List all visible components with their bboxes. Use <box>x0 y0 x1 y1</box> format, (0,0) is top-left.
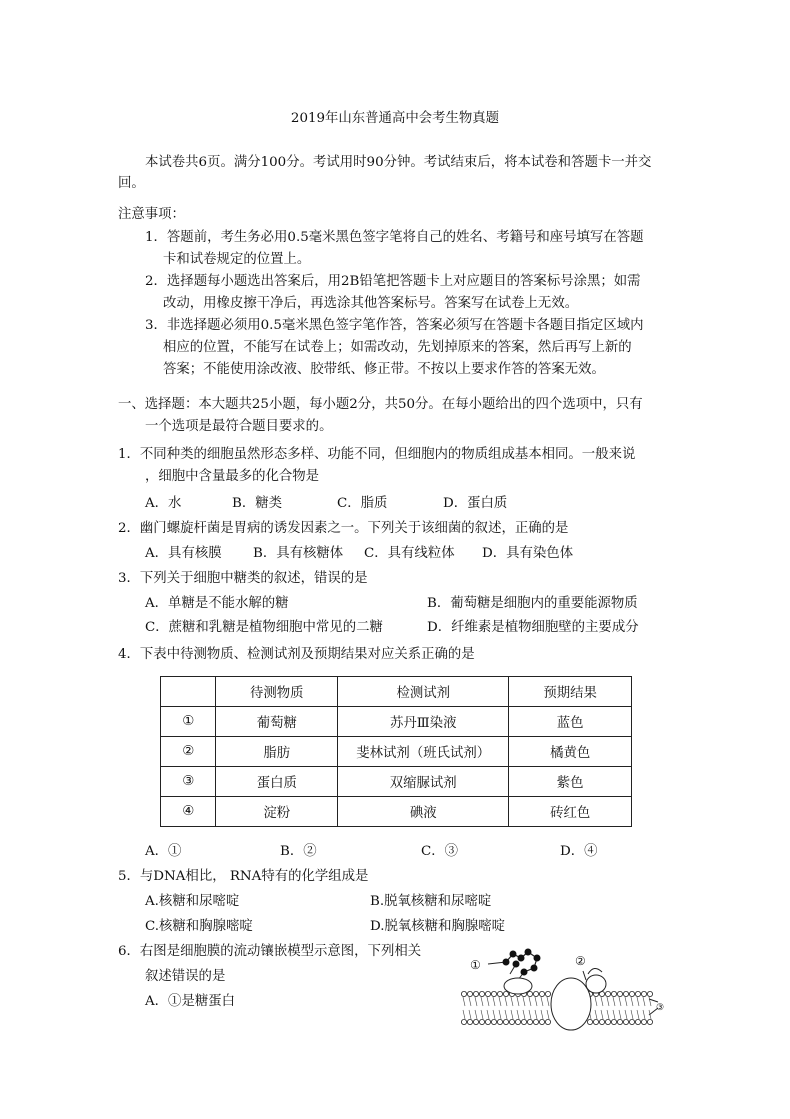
sugar-bead <box>518 955 525 962</box>
table-cell: 碘液 <box>338 797 509 827</box>
phospholipid-head <box>641 991 646 996</box>
phospholipid-tail <box>529 1010 531 1019</box>
phospholipid-tail <box>499 997 501 1006</box>
section-heading: 一、选择题：本大题共25小题，每小题2分，共50分。在每小题给出的四个选项中，只有 <box>118 397 643 412</box>
phospholipid-tail <box>541 1010 543 1019</box>
table-cell: 脂肪 <box>216 737 338 767</box>
phospholipid-head <box>545 991 550 996</box>
q5-option-d: D.脱氧核糖和胸腺嘧啶 <box>370 919 506 934</box>
phospholipid-head <box>527 991 532 996</box>
phospholipid-head <box>479 991 484 996</box>
q3-option-b: B．葡萄糖是细胞内的重要能源物质 <box>427 596 638 611</box>
phospholipid-tail <box>631 1010 633 1019</box>
phospholipid-head <box>539 1019 544 1024</box>
notice-line: 3．非选择题必须用0.5毫米黑色签字笔作答，答案必须写在答题卡各题目指定区域内 <box>145 318 644 333</box>
phospholipid-head <box>533 1019 538 1024</box>
phospholipid-tail <box>505 997 507 1006</box>
phospholipid-tail <box>619 997 621 1006</box>
phospholipid-head <box>635 991 640 996</box>
phospholipid-tail <box>529 997 531 1006</box>
cell-membrane-figure <box>458 944 670 1060</box>
phospholipid-tail <box>547 1010 549 1019</box>
phospholipid-tail <box>523 997 525 1006</box>
notice-line: 答案；不能使用涂改液、胶带纸、修正带。不按以上要求作答的答案无效。 <box>163 362 605 377</box>
phospholipid-tail <box>535 1010 537 1019</box>
table-cell: 紫色 <box>509 767 632 797</box>
phospholipid-head <box>623 991 628 996</box>
phospholipid-tail <box>595 997 597 1006</box>
q6-stem-cont: 叙述错误的是 <box>145 969 226 984</box>
notice-heading: 注意事项： <box>118 207 185 222</box>
sugar-bead <box>525 949 532 956</box>
phospholipid-head <box>641 1019 646 1024</box>
table-header-row <box>161 677 632 707</box>
phospholipid-tail <box>511 997 513 1006</box>
phospholipid-tail <box>493 1010 495 1019</box>
phospholipid-tail <box>487 1010 489 1019</box>
phospholipid-tail <box>643 1010 645 1019</box>
phospholipid-head <box>473 991 478 996</box>
peripheral-protein <box>586 975 606 993</box>
phospholipid-head <box>497 991 502 996</box>
phospholipid-head <box>611 991 616 996</box>
q6-stem: 6．右图是细胞膜的流动镶嵌模型示意图，下列相关 <box>118 944 422 959</box>
page-title: 2019年山东普通高中会考生物真题 <box>290 111 500 126</box>
q1-option-d: D．蛋白质 <box>443 496 508 511</box>
phospholipid-tail <box>517 1010 519 1019</box>
phospholipid-tail <box>637 1010 639 1019</box>
sugar-bead <box>531 965 538 972</box>
table-cell: ② <box>161 737 216 767</box>
phospholipid-tail <box>613 997 615 1006</box>
figure-label-1: ① <box>470 958 481 972</box>
q4-option-d: D．④ <box>560 844 598 859</box>
table-row <box>161 767 632 797</box>
phospholipid-tail <box>463 997 465 1006</box>
phospholipid-tail <box>649 997 651 1006</box>
q4-stem: 4．下表中待测物质、检测试剂及预期结果对应关系正确的是 <box>118 647 475 662</box>
phospholipid-tail <box>487 997 489 1006</box>
q1-option-c: C．脂质 <box>337 496 388 511</box>
intro-line-1: 本试卷共6页。满分100分。考试用时90分钟。考试结束后，将本试卷和答题卡一并交 <box>145 155 652 170</box>
table-cell: 蛋白质 <box>216 767 338 797</box>
phospholipid-tail <box>535 997 537 1006</box>
q1-stem-cont: ，细胞中含量最多的化合物是 <box>145 469 320 484</box>
phospholipid-head <box>473 1019 478 1024</box>
phospholipid-head <box>629 991 634 996</box>
phospholipid-head <box>539 991 544 996</box>
phospholipid-head <box>527 1019 532 1024</box>
table-cell: 斐林试剂（班氏试剂） <box>338 737 509 767</box>
intro-line-2: 回。 <box>118 176 145 191</box>
phospholipid-tail <box>643 997 645 1006</box>
phospholipid-head <box>611 1019 616 1024</box>
glycoprotein <box>504 978 532 994</box>
phospholipid-tail <box>469 997 471 1006</box>
phospholipid-head <box>467 1019 472 1024</box>
phospholipid-tail <box>517 997 519 1006</box>
q1-stem: 1．不同种类的细胞虽然形态多样、功能不同，但细胞内的物质组成基本相同。一般来说 <box>118 447 636 462</box>
sugar-bead <box>513 961 520 968</box>
table-header-cell: 待测物质 <box>216 677 338 707</box>
table-header-cell <box>161 677 216 707</box>
q6-option-a: A．①是糖蛋白 <box>145 994 236 1009</box>
q4-option-b: B．② <box>280 844 317 859</box>
phospholipid-head <box>497 1019 502 1024</box>
phospholipid-head <box>461 991 466 996</box>
phospholipid-tail <box>511 1010 513 1019</box>
phospholipid-head <box>599 1019 604 1024</box>
sugar-bead <box>521 969 528 976</box>
sugar-bead <box>503 959 510 966</box>
phospholipid-head <box>647 1019 652 1024</box>
phospholipid-head <box>503 991 508 996</box>
phospholipid-head <box>605 991 610 996</box>
phospholipid-head <box>503 1019 508 1024</box>
phospholipid-tail <box>619 1010 621 1019</box>
phospholipid-tail <box>625 997 627 1006</box>
phospholipid-tail <box>463 1010 465 1019</box>
transmembrane-protein <box>551 978 591 1030</box>
phospholipid-head <box>587 1019 592 1024</box>
table-cell: 双缩脲试剂 <box>338 767 509 797</box>
notice-line: 1．答题前，考生务必用0.5毫米黑色签字笔将自己的姓名、考籍号和座号填写在答题 <box>145 230 644 245</box>
phospholipid-head <box>533 991 538 996</box>
phospholipid-tail <box>505 1010 507 1019</box>
phospholipid-head <box>521 1019 526 1024</box>
phospholipid-head <box>605 1019 610 1024</box>
phospholipid-head <box>593 1019 598 1024</box>
q4-table <box>160 676 632 827</box>
table-row <box>161 707 632 737</box>
table-cell: 砖红色 <box>509 797 632 827</box>
phospholipid-head <box>467 991 472 996</box>
label-line-2 <box>583 971 586 980</box>
phospholipid-head <box>629 1019 634 1024</box>
q4-option-a: A．① <box>145 844 182 859</box>
phospholipid-tail <box>481 1010 483 1019</box>
q5-stem: 5．与DNA相比， RNA特有的化学组成是 <box>118 869 369 884</box>
phospholipid-tail <box>499 1010 501 1019</box>
table-cell: ① <box>161 707 216 737</box>
phospholipid-head <box>509 1019 514 1024</box>
table-row <box>161 737 632 767</box>
figure-label-2: ② <box>575 954 586 968</box>
notice-line: 2．选择题每小题选出答案后，用2B铅笔把答题卡上对应题目的答案标号涂黑；如需 <box>145 274 641 289</box>
notice-line: 卡和试卷规定的位置上。 <box>163 252 311 267</box>
phospholipid-head <box>461 1019 466 1024</box>
phospholipid-tail <box>475 1010 477 1019</box>
figure-label-3: ③ <box>656 1002 665 1012</box>
phospholipid-head <box>485 991 490 996</box>
q3-option-a: A．单糖是不能水解的糖 <box>145 596 289 611</box>
phospholipid-tail <box>601 997 603 1006</box>
section-heading-cont: 一个选项是最符合题目要求的。 <box>145 419 333 434</box>
phospholipid-head <box>479 1019 484 1024</box>
q2-option-a: A．具有核膜 <box>145 546 222 561</box>
q2-stem: 2．幽门螺旋杆菌是胃病的诱发因素之一。下列关于该细菌的叙述，正确的是 <box>118 521 569 536</box>
phospholipid-tail <box>607 997 609 1006</box>
phospholipid-tail <box>631 997 633 1006</box>
phospholipid-head <box>647 991 652 996</box>
phospholipid-head <box>491 991 496 996</box>
q1-option-a: A．水 <box>145 496 182 511</box>
phospholipid-tail <box>493 997 495 1006</box>
table-cell: 蓝色 <box>509 707 632 737</box>
table-cell: ③ <box>161 767 216 797</box>
sugar-bead <box>534 955 541 962</box>
q2-option-b: B．具有核糖体 <box>253 546 344 561</box>
sugar-beads <box>503 949 541 976</box>
phospholipid-tail <box>637 997 639 1006</box>
phospholipid-tail <box>601 1010 603 1019</box>
q2-option-d: D．具有染色体 <box>482 546 574 561</box>
sugar-bead <box>510 951 517 958</box>
q2-option-c: C．具有线粒体 <box>364 546 455 561</box>
phospholipid-tail <box>523 1010 525 1019</box>
table-header-cell: 预期结果 <box>509 677 632 707</box>
phospholipid-tail <box>607 1010 609 1019</box>
table-cell: 淀粉 <box>216 797 338 827</box>
phospholipid-tail <box>469 1010 471 1019</box>
phospholipid-tail <box>541 997 543 1006</box>
phospholipid-head <box>545 1019 550 1024</box>
q5-option-c: C.核糖和胸腺嘧啶 <box>145 919 253 934</box>
q4-option-c: C．③ <box>421 844 459 859</box>
q1-option-b: B．糖类 <box>232 496 283 511</box>
phospholipid-head <box>635 1019 640 1024</box>
phospholipid-tail <box>613 1010 615 1019</box>
phospholipid-tail <box>595 1010 597 1019</box>
phospholipid-tail <box>547 997 549 1006</box>
phospholipid-head <box>617 991 622 996</box>
q3-option-d: D．纤维素是植物细胞壁的主要成分 <box>427 620 639 635</box>
table-cell: 苏丹Ⅲ染液 <box>338 707 509 737</box>
phospholipid-head <box>515 1019 520 1024</box>
phospholipid-head <box>485 1019 490 1024</box>
phospholipid-head <box>617 1019 622 1024</box>
q5-option-b: B.脱氧核糖和尿嘧啶 <box>370 894 492 909</box>
q5-option-a: A.核糖和尿嘧啶 <box>145 894 240 909</box>
notice-line: 改动，用橡皮擦干净后，再选涂其他答案标号。答案写在试卷上无效。 <box>163 296 579 311</box>
phospholipid-tail <box>475 997 477 1006</box>
table-header-cell: 检测试剂 <box>338 677 509 707</box>
protein-outline <box>588 968 602 974</box>
phospholipid-tail <box>481 997 483 1006</box>
phospholipid-head <box>623 1019 628 1024</box>
q3-stem: 3．下列关于细胞中糖类的叙述，错误的是 <box>118 571 368 586</box>
table-cell: 橘黄色 <box>509 737 632 767</box>
notice-line: 相应的位置，不能写在试卷上；如需改动，先划掉原来的答案，然后再写上新的 <box>163 340 632 355</box>
table-row <box>161 797 632 827</box>
phospholipid-tail <box>625 1010 627 1019</box>
table-cell: ④ <box>161 797 216 827</box>
phospholipid-head <box>491 1019 496 1024</box>
q3-option-c: C．蔗糖和乳糖是植物细胞中常见的二糖 <box>145 620 383 635</box>
table-cell: 葡萄糖 <box>216 707 338 737</box>
